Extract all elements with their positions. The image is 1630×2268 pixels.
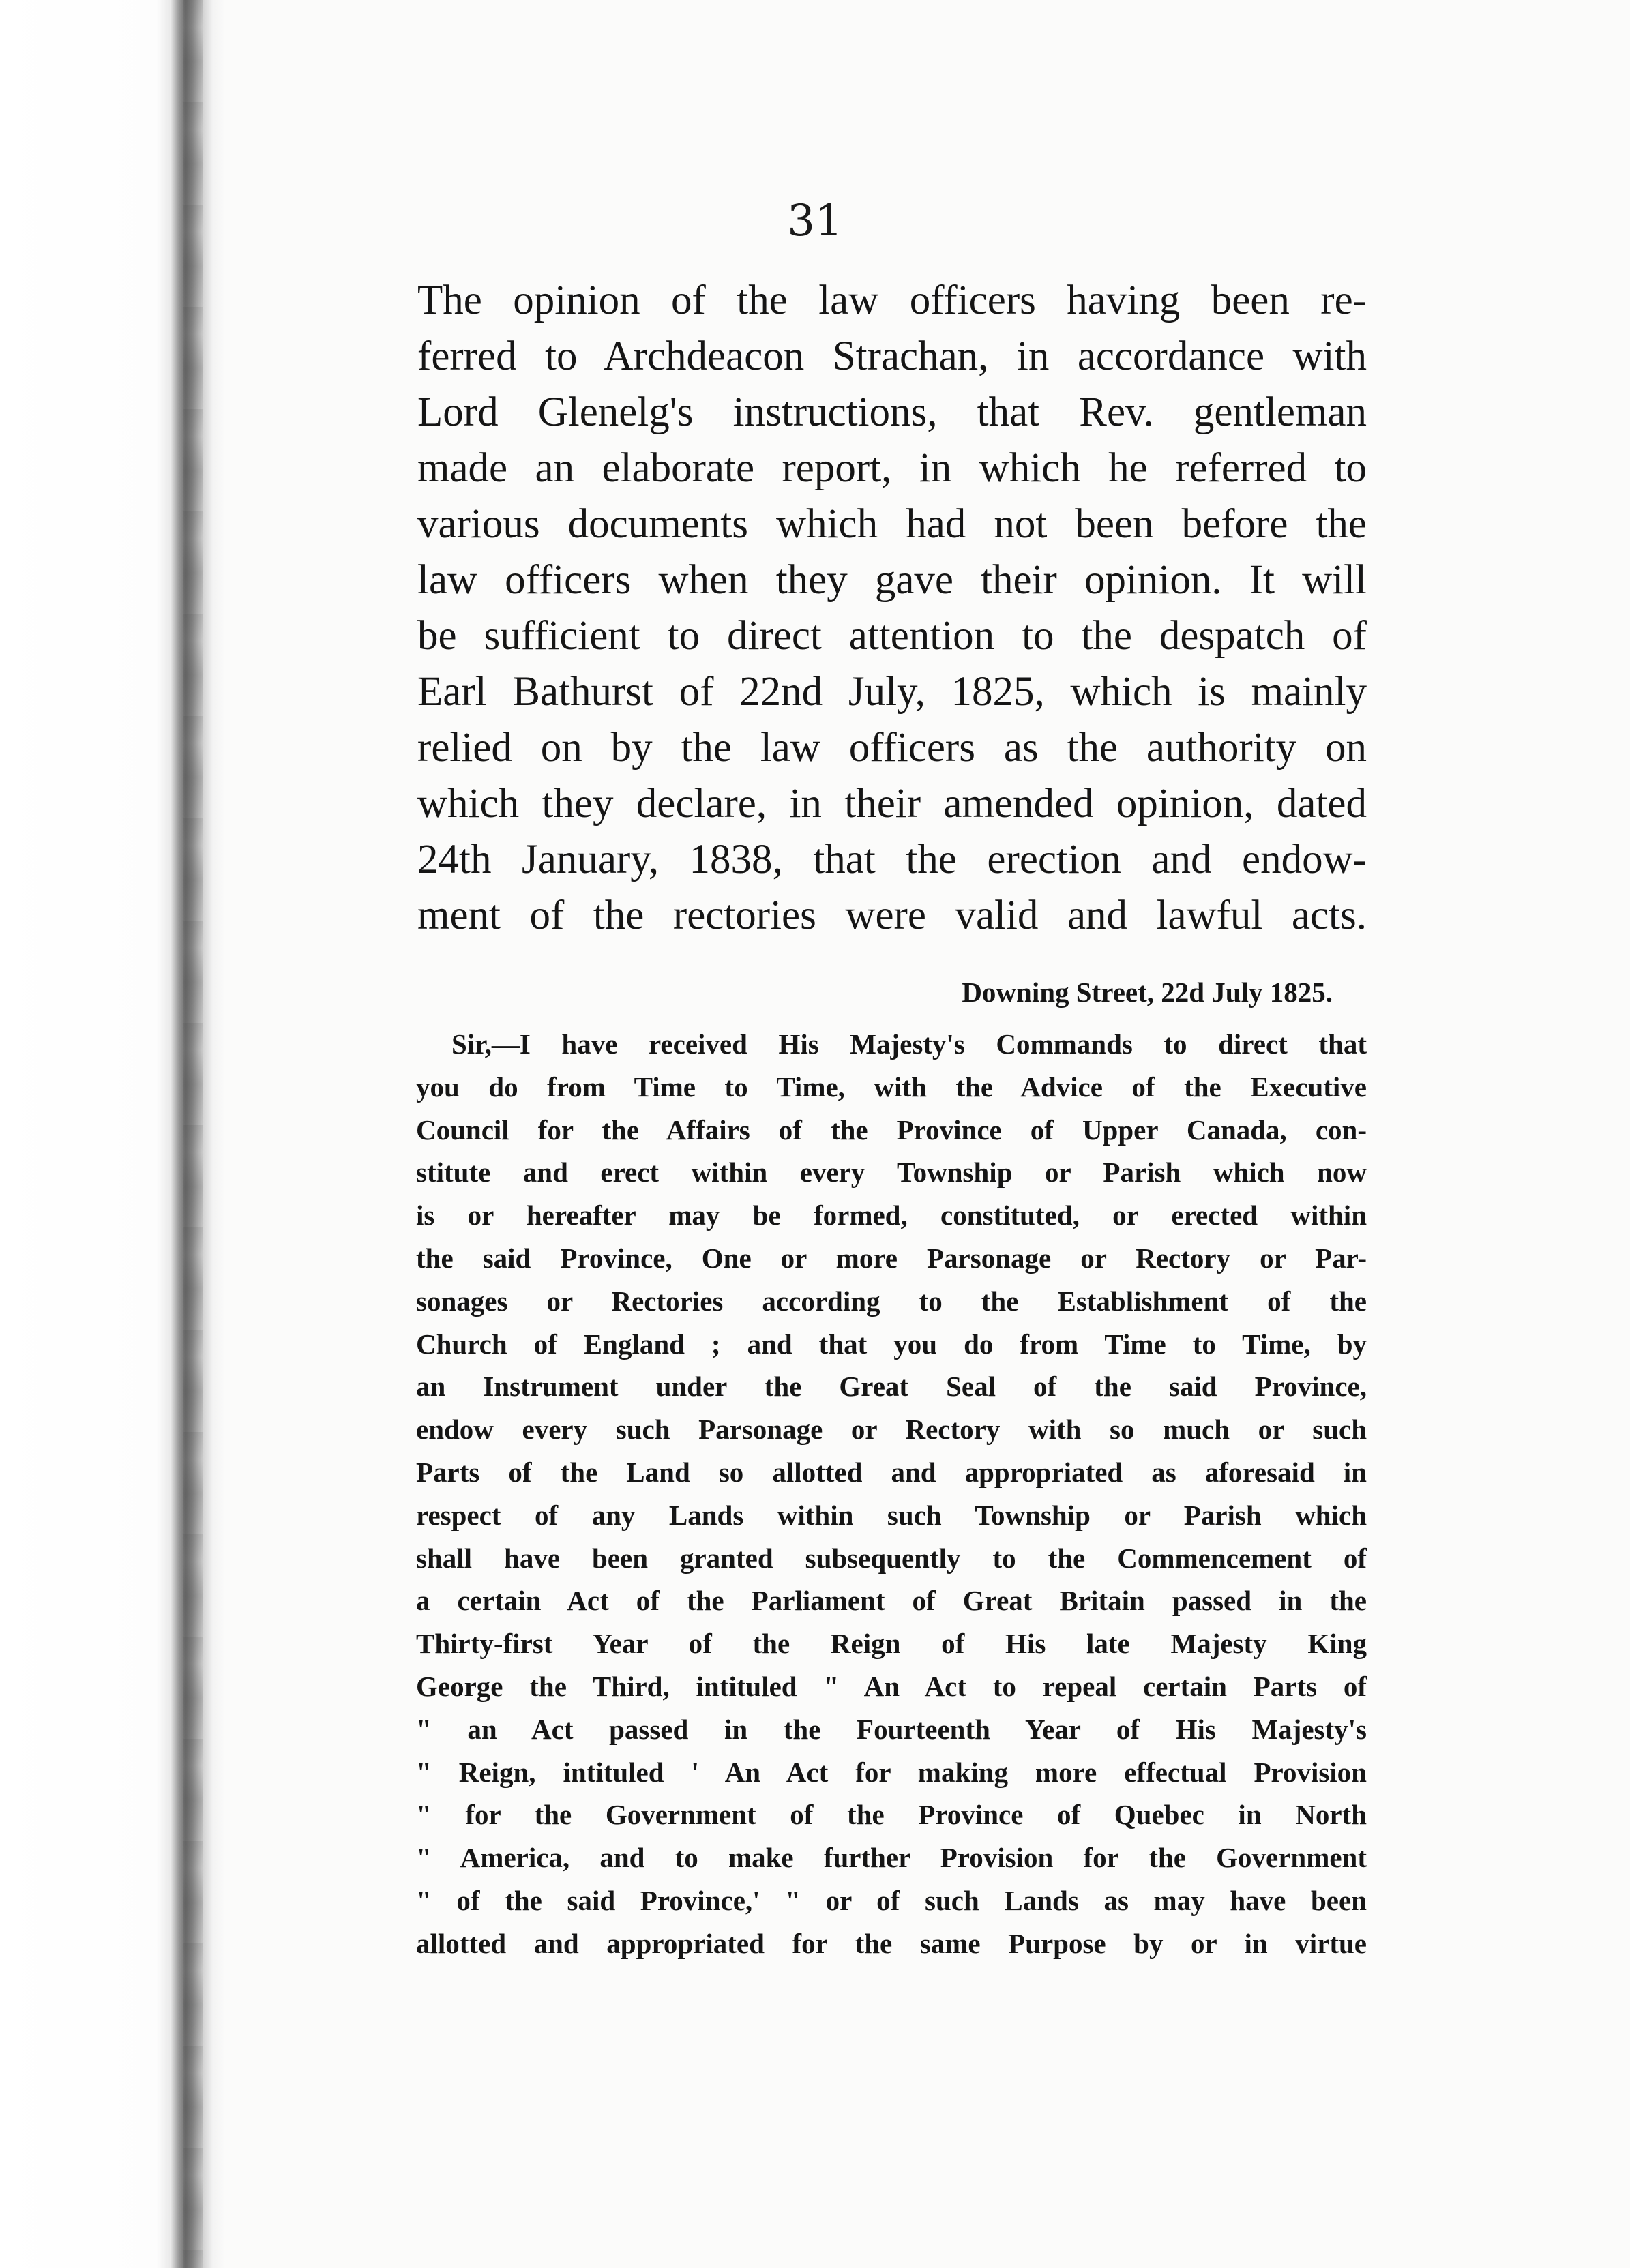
letter-line: respect of any Lands within such Township or Parish which	[416, 1499, 1367, 1531]
paragraph-line: relied on by the law officers as the authority on	[417, 725, 1367, 771]
letter-line: " Reign, intituled ' An Act for making more effectual Provision	[416, 1756, 1367, 1788]
letter-line: " an Act passed in the Fourteenth Year of His Majesty's	[416, 1713, 1367, 1745]
letter-line: Thirty-first Year of the Reign of His late Majesty King	[416, 1628, 1367, 1660]
paragraph-line: ment of the rectories were valid and lawful acts.	[417, 893, 1367, 938]
main-paragraph	[417, 273, 1367, 944]
page-number: 31	[787, 196, 843, 246]
letter-line: " for the Government of the Province of Quebec in North	[416, 1799, 1367, 1831]
quoted-despatch	[416, 1023, 1367, 1965]
paragraph-line: The opinion of the law officers having been re-	[417, 278, 1367, 323]
letter-line: endow every such Parsonage or Rectory with so much or such	[416, 1414, 1367, 1446]
paragraph-line: Earl Bathurst of 22nd July, 1825, which is mainly	[417, 669, 1367, 715]
letter-line: " of the said Province,' " or of such Lands as may have been	[416, 1884, 1367, 1916]
letter-line: Church of England ; and that you do from Time to Time, by	[416, 1328, 1367, 1360]
spine-shadow	[183, 0, 203, 2268]
letter-line: you do from Time to Time, with the Advice of the Executive	[416, 1071, 1367, 1103]
letter-line: shall have been granted subsequently to the Commencement of	[416, 1542, 1367, 1574]
paragraph-line: 24th January, 1838, that the erection and endow-	[417, 837, 1367, 882]
letter-line: Sir,—I have received His Majesty's Commands to direct that	[451, 1028, 1367, 1060]
letter-line: the said Province, One or more Parsonage or Rectory or Par-	[416, 1242, 1367, 1274]
letter-line: a certain Act of the Parliament of Great Britain passed in the	[416, 1585, 1367, 1617]
paragraph-line: be sufficient to direct attention to the despatch of	[417, 613, 1367, 659]
letter-line: sonages or Rectories according to the Establishment of the	[416, 1285, 1367, 1317]
letter-line: Council for the Affairs of the Province of Upper Canada, con-	[416, 1114, 1367, 1146]
letter-line: Parts of the Land so allotted and appropriated as aforesaid in	[416, 1456, 1367, 1488]
letter-line: allotted and appropriated for the same Purpose by or in virtue	[416, 1927, 1367, 1959]
paragraph-line: which they declare, in their amended opinion, dated	[417, 781, 1367, 826]
letter-line: George the Third, intituled " An Act to repeal certain Parts of	[416, 1670, 1367, 1702]
paragraph-line: ferred to Archdeacon Strachan, in accordance with	[417, 333, 1367, 379]
letter-line: stitute and erect within every Township or Parish which now	[416, 1157, 1367, 1189]
paragraph-line: Lord Glenelg's instructions, that Rev. gentleman	[417, 389, 1367, 435]
letter-dateline: Downing Street, 22d July 1825.	[962, 976, 1333, 1008]
paragraph-line: law officers when they gave their opinion. It will	[417, 557, 1367, 603]
letter-line: is or hereafter may be formed, constituted, or erected within	[416, 1199, 1367, 1232]
letter-line: " America, and to make further Provision for the Government	[416, 1842, 1367, 1874]
paragraph-line: various documents which had not been before the	[417, 501, 1367, 547]
letter-line: an Instrument under the Great Seal of the said Province,	[416, 1371, 1367, 1403]
paragraph-line: made an elaborate report, in which he referred to	[417, 445, 1367, 491]
